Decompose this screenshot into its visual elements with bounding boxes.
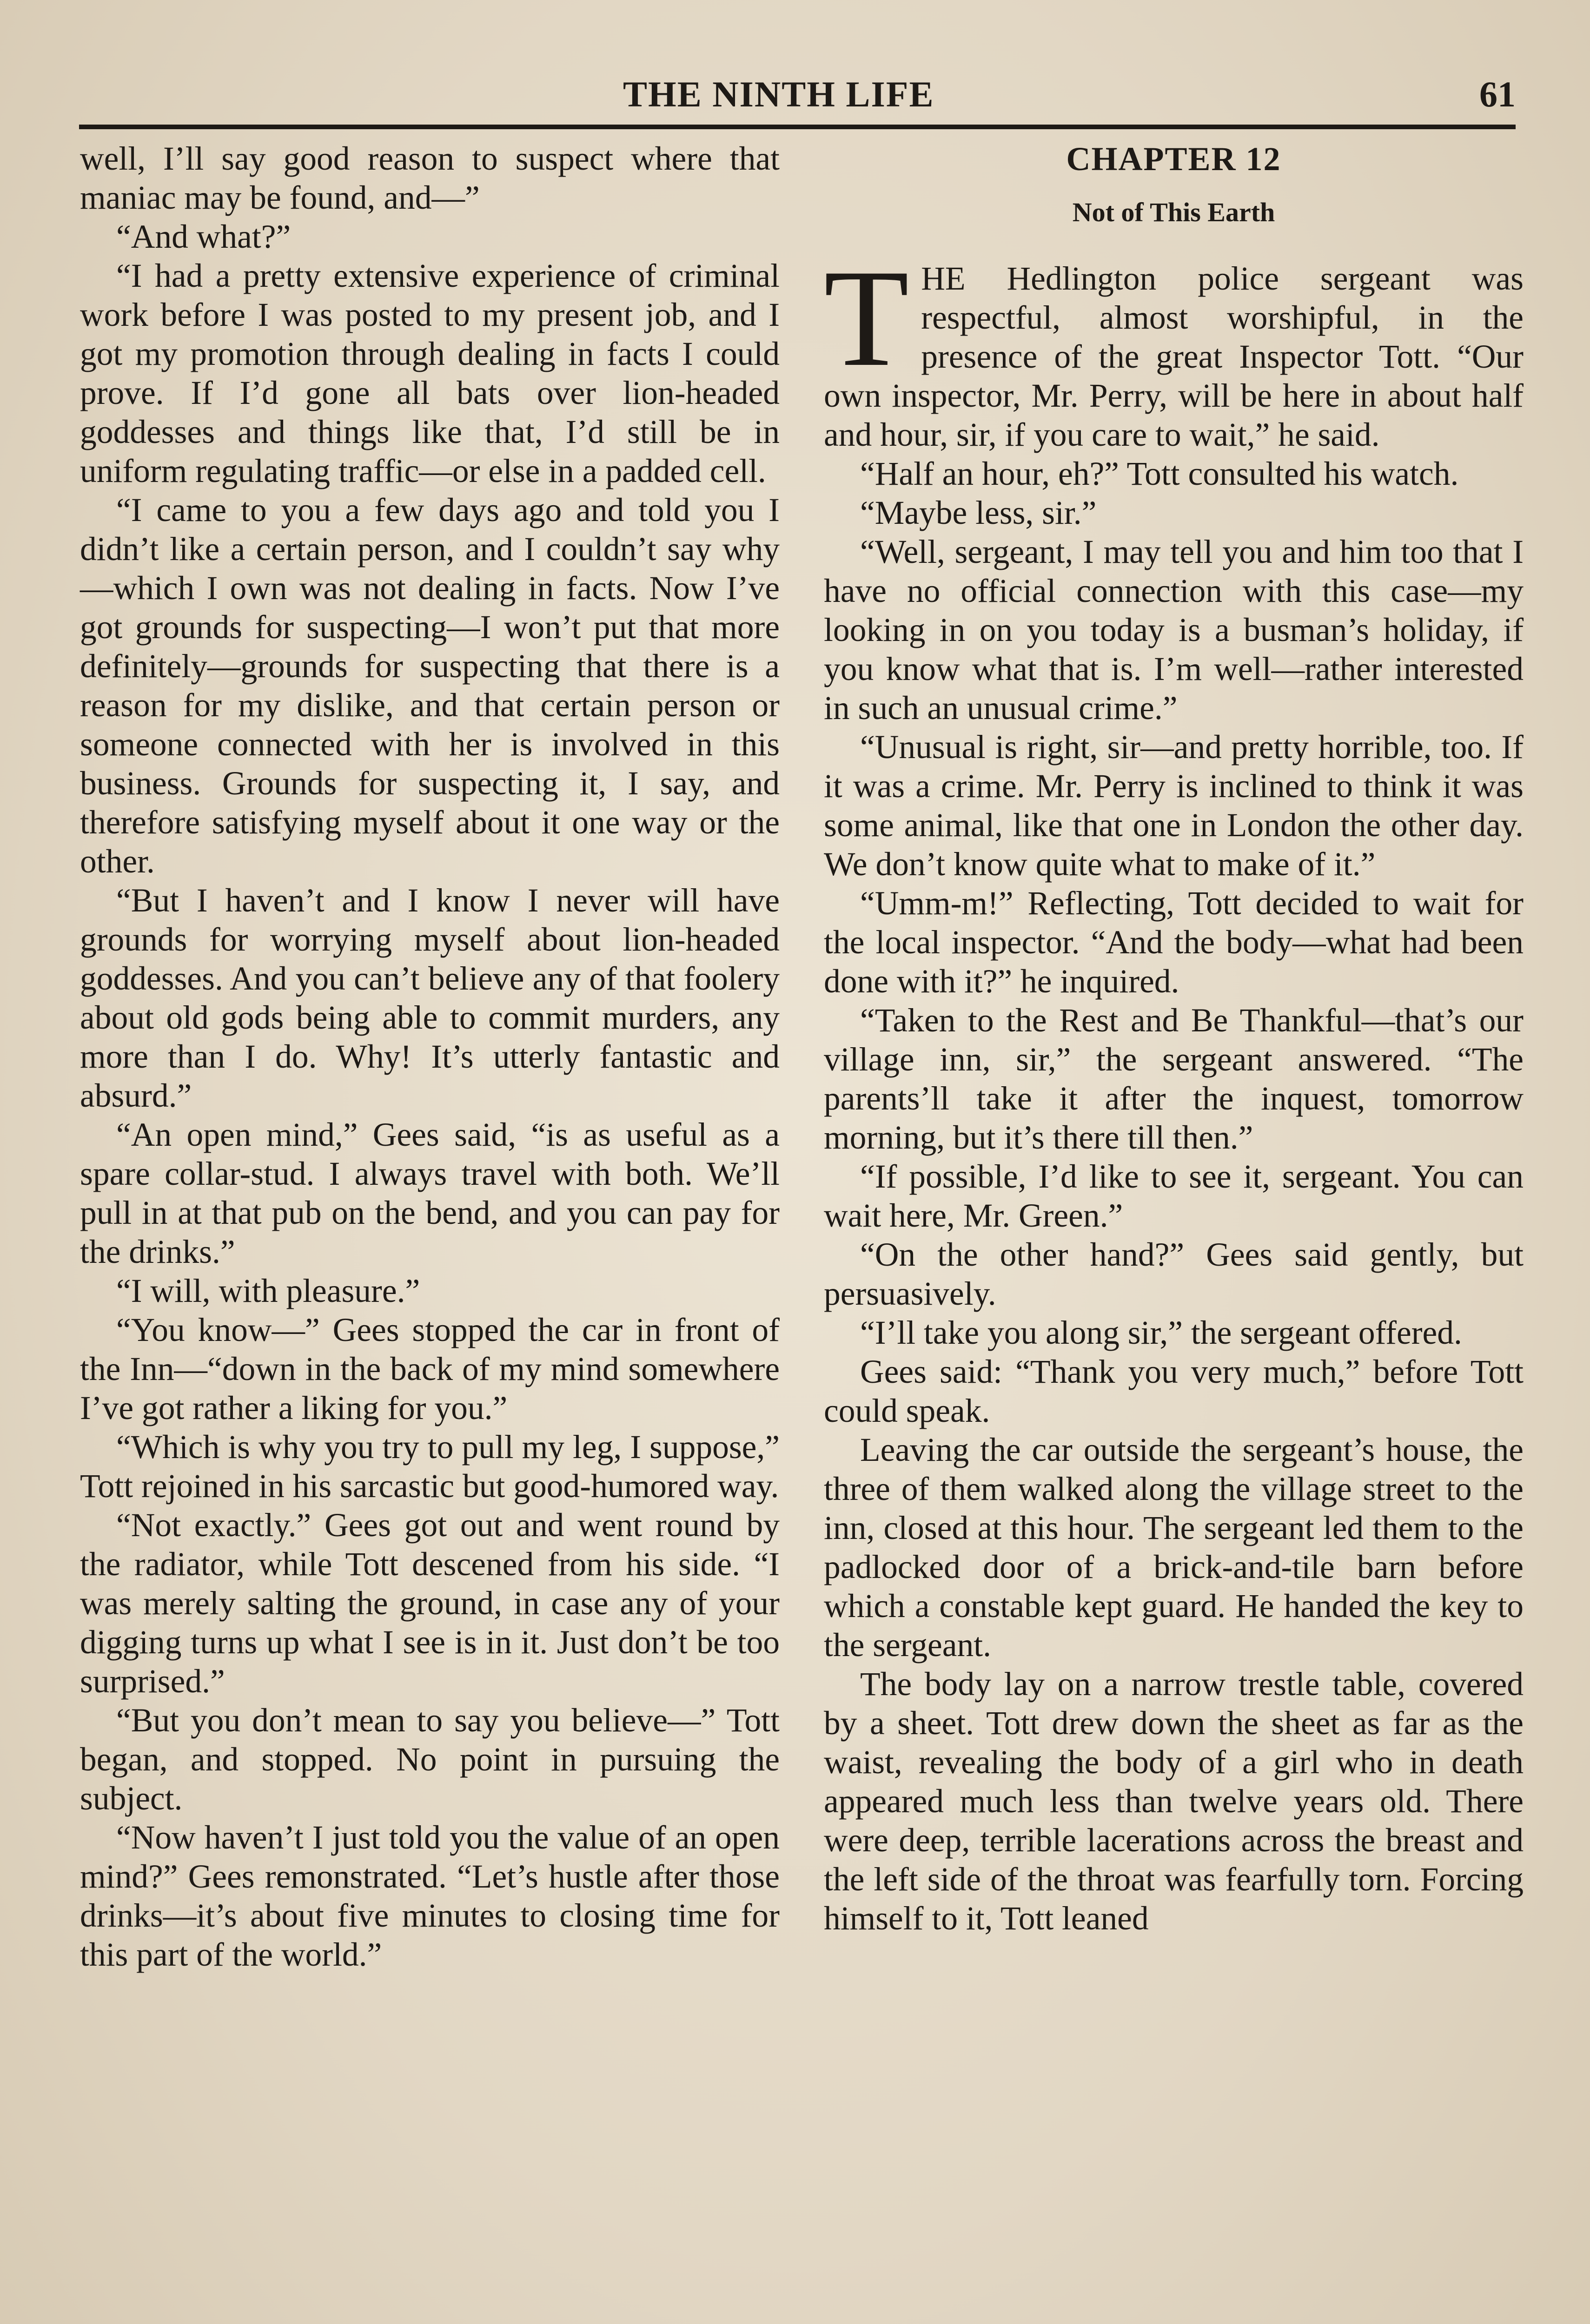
paragraph: “Now haven’t I just told you the value of an open mind?” Gees remonstrated. “Let’s hustle after those drinks—it’s about five minutes to closing time for this part of the world.” — [80, 1819, 780, 1973]
paragraph: “Which is why you try to pull my leg, I suppose,” Tott rejoined in his sarcastic but good-humored way. — [80, 1429, 780, 1505]
chapter-title: CHAPTER 12 — [1066, 140, 1281, 178]
paragraph: “I will, with pleasure.” — [116, 1273, 420, 1309]
right-column — [824, 139, 1524, 1938]
paragraph: “Half an hour, eh?” Tott consulted his watch. — [860, 456, 1459, 492]
left-column — [80, 139, 780, 1974]
paragraph: Gees said: “Thank you very much,” before Tott could speak. — [824, 1353, 1524, 1429]
opening-paragraph — [824, 241, 1524, 455]
paragraph: “An open mind,” Gees said, “is as useful as a spare collar-stud. I always travel with both. We’ll pull in at that pub on the bend, and you can pay for the drinks.” — [80, 1116, 780, 1270]
paragraph: Leaving the car outside the sergeant’s house, the three of them walked along the village street to the inn, closed at this hour. The sergeant led them to the padlocked door of a brick-and-tile barn before which a constable kept guard. He handed the key to the sergeant. — [824, 1432, 1524, 1664]
opening-text: HE Hedlington police sergeant was respectful, almost worshipful, in the presence of the great Inspector Tott. “Our own inspector, Mr. Perry, will be here in about half and hour, sir, if you care to wait,” he said. — [824, 260, 1524, 453]
paragraph: “Umm-m!” Reflecting, Tott decided to wait for the local inspector. “And the body—what had been done with it?” he inquired. — [824, 885, 1524, 1000]
paragraph: “But I haven’t and I know I never will have grounds for worrying myself about lion-headed goddesses. And you can’t believe any of that foolery about old gods being able to commit murders, any more than I do. Why! It’s utterly fantastic and absurd.” — [80, 882, 780, 1114]
header-rule — [79, 125, 1516, 129]
running-title: THE NINTH LIFE — [623, 74, 934, 114]
paragraph: “If possible, I’d like to see it, sergeant. You can wait here, Mr. Green.” — [824, 1158, 1524, 1234]
paragraph: “Not exactly.” Gees got out and went round by the radiator, while Tott descened from his side. “I was merely salting the ground, in case any of your digging turns up what I see is in it. Just don’t be too surprised.” — [80, 1507, 780, 1700]
paragraph: “I’ll take you along sir,” the sergeant offered. — [860, 1314, 1462, 1351]
running-head — [79, 70, 1516, 121]
paragraph: “You know—” Gees stopped the car in front of the Inn—“down in the back of my mind somewhere I’ve got rather a liking for you.” — [80, 1312, 780, 1426]
paragraph: “Maybe less, sir.” — [860, 495, 1097, 531]
paragraph: well, I’ll say good reason to suspect where that maniac may be found, and—” — [80, 140, 780, 216]
paragraph: “I had a pretty extensive experience of criminal work before I was posted to my present job, and I got my promotion through dealing in facts I could prove. If I’d gone all bats over lion-headed goddesses and things like that, I’d still be in uniform regulating traffic—or else in a padded cell. — [80, 257, 780, 489]
paragraph: “Well, sergeant, I may tell you and him too that I have no official connection with this case—my looking in on you today is a busman’s holiday, if you know what that is. I’m well—rather interested in such an unusual crime.” — [824, 534, 1524, 726]
paragraph: The body lay on a narrow trestle table, covered by a sheet. Tott drew down the sheet as far as the waist, revealing the body of a girl who in death appeared much less than twelve years old. There were deep, terrible lacerations across the breast and the left side of the throat was fearfully torn. Forcing himself to it, Tott leaned — [824, 1666, 1524, 1937]
paragraph: “Taken to the Rest and Be Thankful—that’s our village inn, sir,” the sergeant answered. “The parents’ll take it after the inquest, tomorrow morning, but it’s there till then.” — [824, 1002, 1524, 1156]
paragraph: “I came to you a few days ago and told you I didn’t like a certain person, and I couldn’t say why—which I own was not dealing in facts. Now I’ve got grounds for suspecting—I won’t put that more definitely—grounds for suspecting that there is a reason for my dislike, and that certain person or someone connected with her is involved in this business. Grounds for suspecting it, I say, and therefore satisfying myself about it one way or the other. — [80, 492, 780, 880]
chapter-subtitle: Not of This Earth — [1072, 197, 1275, 227]
drop-cap: T — [824, 241, 909, 395]
paragraph: “Unusual is right, sir—and pretty horrible, too. If it was a crime. Mr. Perry is inclined to think it was some animal, like that one in London the other day. We don’t know quite what to make of it.” — [824, 729, 1524, 883]
paragraph: “And what?” — [116, 218, 291, 255]
paragraph: “But you don’t mean to say you believe—” Tott began, and stopped. No point in pursuing the subject. — [80, 1702, 780, 1817]
page-number: 61 — [1479, 74, 1516, 114]
paragraph: “On the other hand?” Gees said gently, but persuasively. — [824, 1236, 1524, 1312]
